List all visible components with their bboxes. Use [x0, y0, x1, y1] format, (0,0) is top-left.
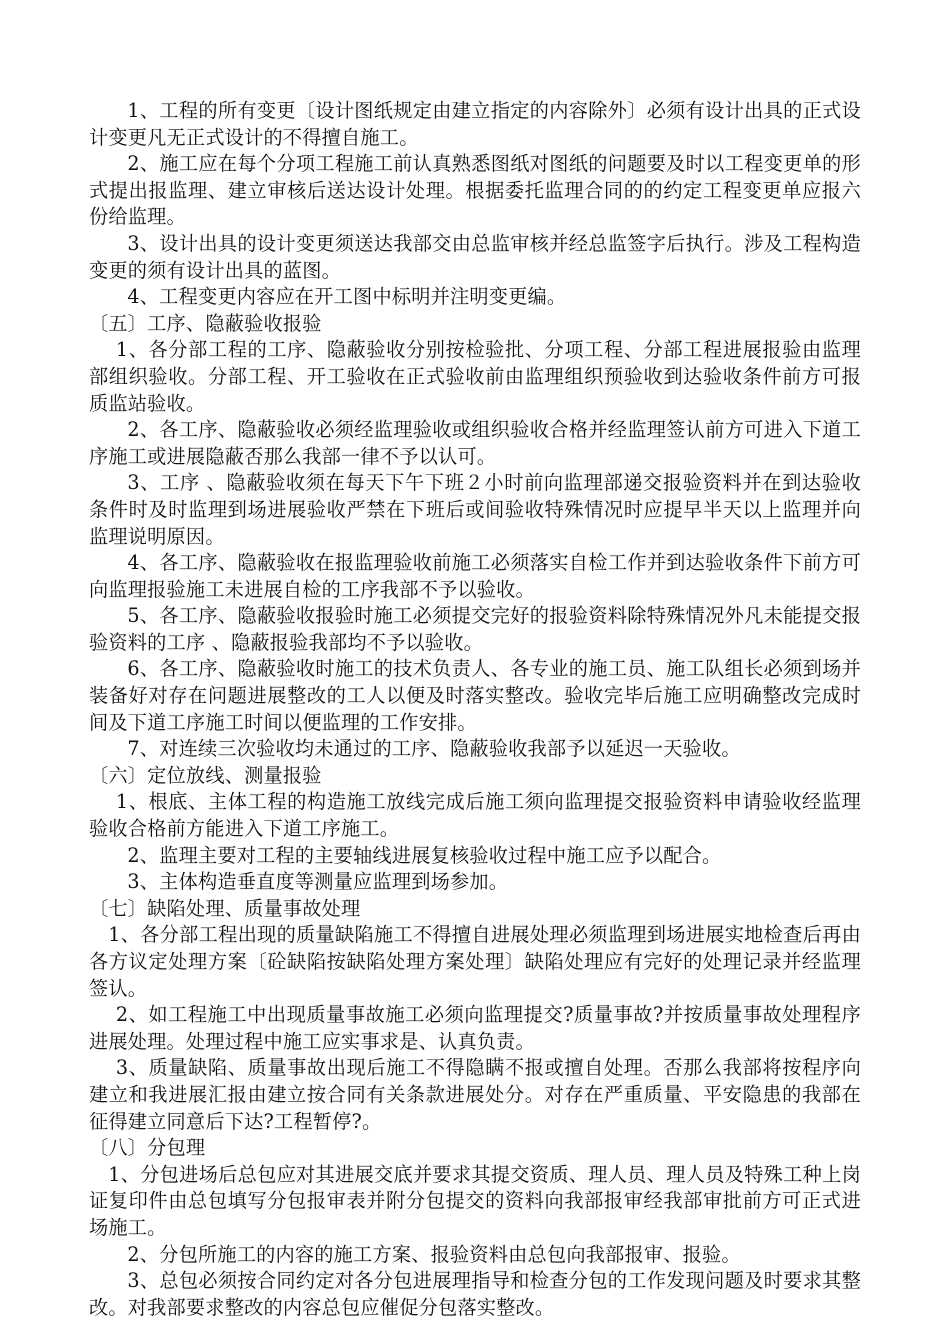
paragraph: 1、根底、主体工程的构造施工放线完成后施工须向监理提交报验资料申请验收经监理验收合格前方能进入下道工序施工。	[89, 790, 861, 841]
paragraph: 6、各工序、隐蔽验收时施工的技术负责人、各专业的施工员、施工队组长必须到场并装备好对存在问题进展整改的工人以便及时落实整改。验收完毕后施工应明确整改完成时间及下道工序施工时间以便监理的工作安排。	[89, 657, 861, 734]
paragraph: 2、监理主要对工程的主要轴线进展复核验收过程中施工应予以配合。	[127, 843, 722, 867]
paragraph: 3、主体构造垂直度等测量应监理到场参加。	[127, 870, 509, 894]
paragraph: 1、分包进场后总包应对其进展交底并要求其提交资质、理人员、理人员及特殊工种上岗证复印件由总包填写分包报审表并附分包提交的资料向我部报审经我部审批前方可正式进场施工。	[89, 1162, 861, 1239]
section-heading: 〔七〕缺陷处理、质量事故处理	[89, 896, 361, 920]
paragraph: 3、总包必须按合同约定对各分包进展理指导和检查分包的工作发现问题及时要求其整改。对我部要求整改的内容总包应催促分包落实整改。	[89, 1269, 861, 1319]
paragraph: 3、工序 、隐蔽验收须在每天下午下班２小时前向监理部递交报验资料并在到达验收条件时及时监理到场进展验收严禁在下班后或间验收特殊情况时应提早半天以上监理并向监理说明原因。	[89, 471, 861, 548]
paragraph: 5、各工序、隐蔽验收报验时施工必须提交完好的报验资料除特殊情况外凡未能提交报验资料的工序 、隐蔽报验我部均不予以验收。	[89, 604, 861, 654]
paragraph: 2、如工程施工中出现质量事故施工必须向监理提交?质量事故?并按质量事故处理程序进展处理。处理过程中施工应实事求是、认真负责。	[89, 1003, 861, 1053]
paragraph: 4、各工序、隐蔽验收在报监理验收前施工必须落实自检工作并到达验收条件下前方可向监理报验施工未进展自检的工序我部不予以验收。	[89, 551, 861, 601]
section-heading: 〔六〕定位放线、测量报验	[89, 763, 322, 787]
section-heading: 〔八〕分包理	[89, 1136, 206, 1160]
paragraph: 1、各分部工程的工序、隐蔽验收分别按检验批、分项工程、分部工程进展报验由监理部组织验收。分部工程、开工验收在正式验收前由监理组织预验收到达验收条件前方可报质监站验收。	[89, 338, 861, 415]
paragraph: 7、对连续三次验收均未通过的工序、隐蔽验收我部予以延迟一天验收。	[127, 737, 741, 761]
paragraph: 3、设计出具的设计变更须送达我部交由总监审核并经总监签字后执行。涉及工程构造变更的须有设计出具的蓝图。	[89, 231, 861, 282]
paragraph: 1、各分部工程出现的质量缺陷施工不得擅自进展处理必须监理到场进展实地检查后再由各方议定处理方案〔砼缺陷按缺陷处理方案处理〕缺陷处理应有完好的处理记录并经监理签认。	[89, 923, 861, 1000]
paragraph: 1、工程的所有变更〔设计图纸规定由建立指定的内容除外〕必须有设计出具的正式设计变更凡无正式设计的不得擅自施工。	[89, 99, 861, 149]
paragraph: 2、各工序、隐蔽验收必须经监理验收或组织验收合格并经监理签认前方可进入下道工序施工或进展隐蔽否那么我部一律不予以认可。	[89, 418, 861, 468]
paragraph: 2、施工应在每个分项工程施工前认真熟悉图纸对图纸的问题要及时以工程变更单的形式提出报监理、建立审核后送达设计处理。根据委托监理合同的的约定工程变更单应报六份给监理。	[89, 152, 861, 229]
document-body	[89, 98, 861, 1321]
paragraph: 4、工程变更内容应在开工图中标明并注明变更编。	[127, 285, 567, 309]
paragraph: 2、分包所施工的内容的施工方案、报验资料由总包向我部报审、报验。	[127, 1242, 741, 1266]
section-heading: 〔五〕工序、隐蔽验收报验	[89, 311, 322, 335]
paragraph: 3、质量缺陷、质量事故出现后施工不得隐瞒不报或擅自处理。否那么我部将按程序向建立和我进展汇报由建立按合同有关条款进展处分。对存在严重质量、平安隐患的我部在征得建立同意后下达?工程暂停?。	[89, 1056, 861, 1133]
